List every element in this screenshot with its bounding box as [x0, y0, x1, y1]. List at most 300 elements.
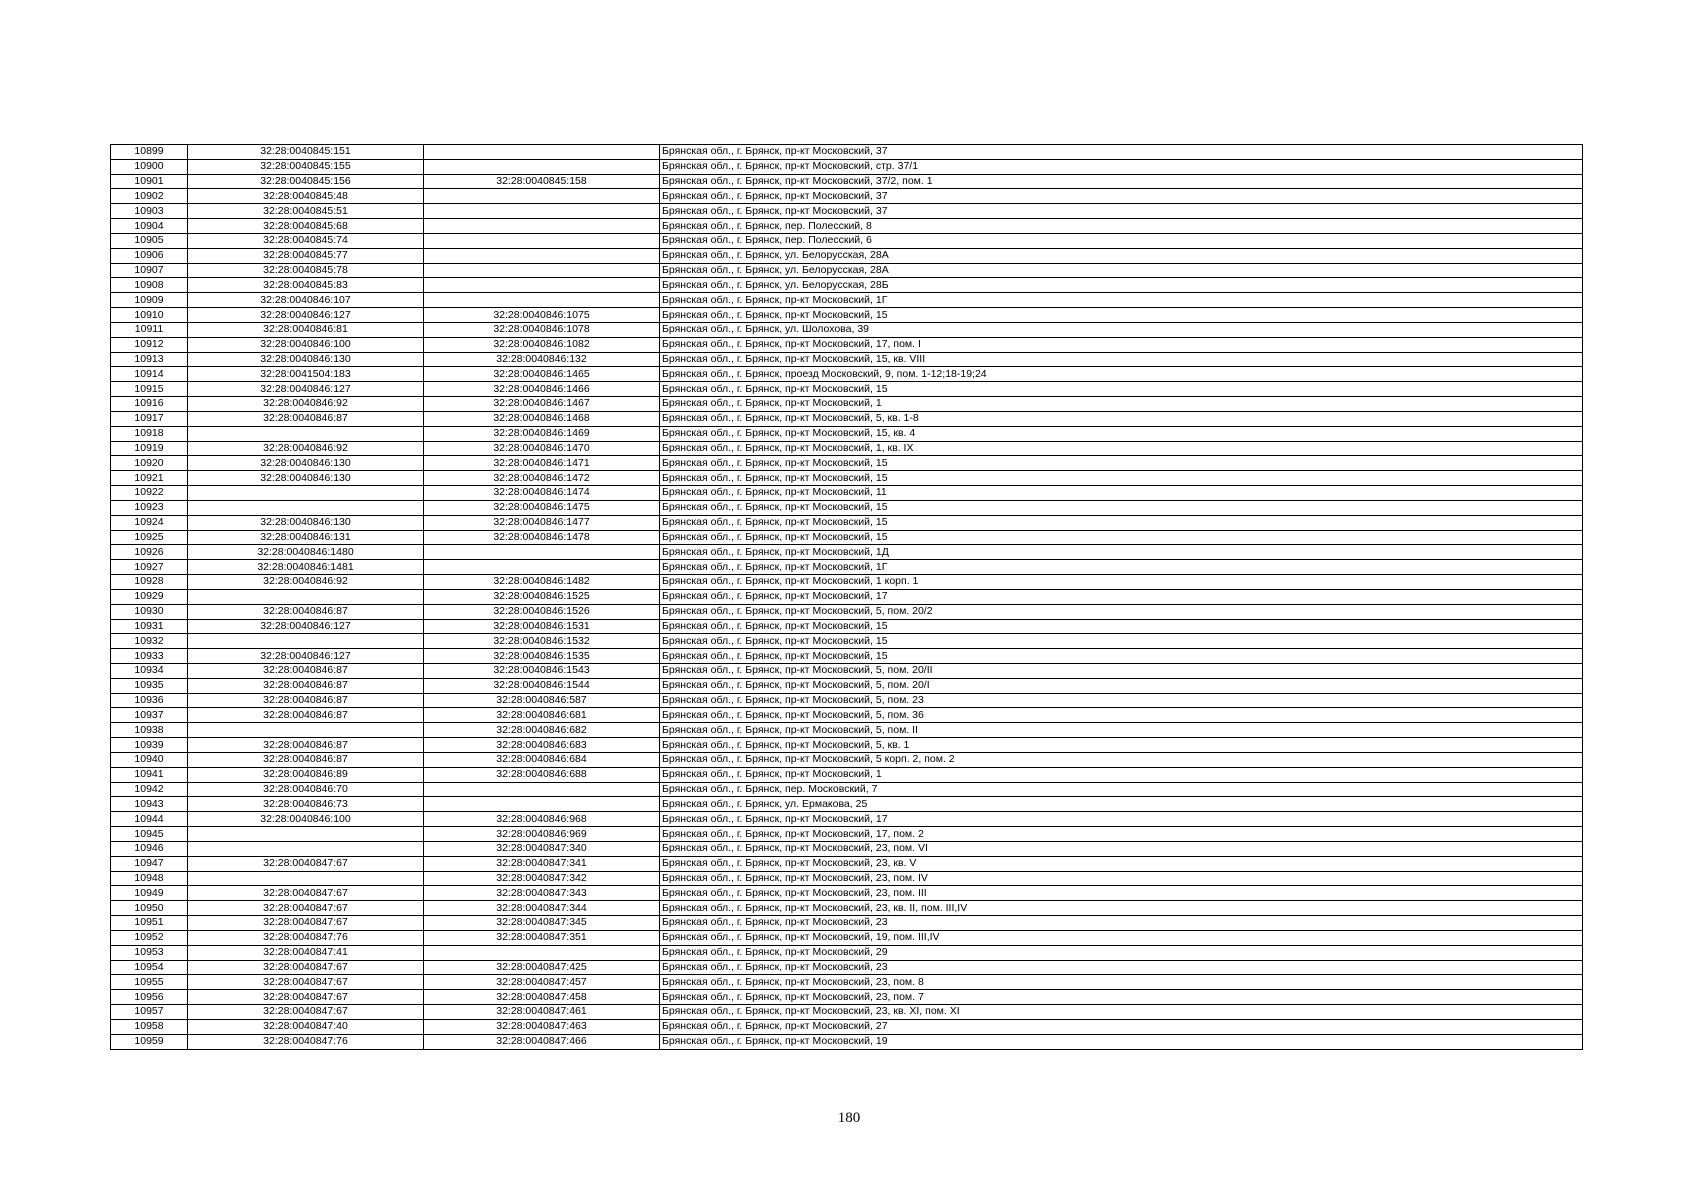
land-cadastral-number-cell: 32:28:0040846:73 [188, 797, 424, 812]
table-row [111, 871, 1583, 886]
address-cell: Брянская обл., г. Брянск, пр-кт Московский, 15 [660, 619, 1583, 634]
table-row [111, 530, 1583, 545]
address-cell: Брянская обл., г. Брянск, пр-кт Московский, 23 [660, 916, 1583, 931]
row-number-cell: 10900 [111, 159, 188, 174]
land-cadastral-number-cell: 32:28:0040845:155 [188, 159, 424, 174]
object-cadastral-number-cell: 32:28:0040846:1469 [424, 426, 660, 441]
table-row [111, 693, 1583, 708]
table-row [111, 619, 1583, 634]
land-cadastral-number-cell: 32:28:0040847:67 [188, 916, 424, 931]
row-number-cell: 10941 [111, 767, 188, 782]
table-row [111, 841, 1583, 856]
table-row [111, 560, 1583, 575]
address-cell: Брянская обл., г. Брянск, пр-кт Московский, 15 [660, 308, 1583, 323]
address-cell: Брянская обл., г. Брянск, пр-кт Московский, 5, пом. II [660, 723, 1583, 738]
address-cell: Брянская обл., г. Брянск, пер. Полесский, 8 [660, 219, 1583, 234]
object-cadastral-number-cell: 32:28:0040846:969 [424, 827, 660, 842]
object-cadastral-number-cell [424, 159, 660, 174]
address-cell: Брянская обл., г. Брянск, пр-кт Московский, 23, кв. V [660, 856, 1583, 871]
address-cell: Брянская обл., г. Брянск, пер. Полесский, 6 [660, 233, 1583, 248]
table-row [111, 426, 1583, 441]
table-row [111, 441, 1583, 456]
land-cadastral-number-cell: 32:28:0040846:100 [188, 337, 424, 352]
table-row [111, 782, 1583, 797]
object-cadastral-number-cell [424, 233, 660, 248]
object-cadastral-number-cell: 32:28:0040846:681 [424, 708, 660, 723]
object-cadastral-number-cell [424, 248, 660, 263]
object-cadastral-number-cell: 32:28:0040846:1482 [424, 575, 660, 590]
land-cadastral-number-cell: 32:28:0040846:87 [188, 411, 424, 426]
object-cadastral-number-cell [424, 293, 660, 308]
row-number-cell: 10942 [111, 782, 188, 797]
row-number-cell: 10940 [111, 752, 188, 767]
address-cell: Брянская обл., г. Брянск, пр-кт Московский, 17 [660, 589, 1583, 604]
land-cadastral-number-cell: 32:28:0040847:67 [188, 901, 424, 916]
row-number-cell: 10929 [111, 589, 188, 604]
address-cell: Брянская обл., г. Брянск, пр-кт Московский, 15 [660, 634, 1583, 649]
address-cell: Брянская обл., г. Брянск, пр-кт Московский, 37 [660, 145, 1583, 160]
object-cadastral-number-cell [424, 278, 660, 293]
row-number-cell: 10918 [111, 426, 188, 441]
object-cadastral-number-cell: 32:28:0040846:1475 [424, 500, 660, 515]
land-cadastral-number-cell: 32:28:0040846:87 [188, 663, 424, 678]
row-number-cell: 10938 [111, 723, 188, 738]
object-cadastral-number-cell [424, 145, 660, 160]
row-number-cell: 10917 [111, 411, 188, 426]
object-cadastral-number-cell: 32:28:0040847:342 [424, 871, 660, 886]
cadastral-table [110, 144, 1583, 1050]
address-cell: Брянская обл., г. Брянск, пр-кт Московский, 19 [660, 1034, 1583, 1049]
land-cadastral-number-cell: 32:28:0040846:127 [188, 619, 424, 634]
row-number-cell: 10956 [111, 990, 188, 1005]
row-number-cell: 10924 [111, 515, 188, 530]
address-cell: Брянская обл., г. Брянск, пр-кт Московский, 1 [660, 767, 1583, 782]
address-cell: Брянская обл., г. Брянск, пр-кт Московский, 23, кв. II, пом. III,IV [660, 901, 1583, 916]
address-cell: Брянская обл., г. Брянск, пр-кт Московский, 23, пом. VI [660, 841, 1583, 856]
land-cadastral-number-cell [188, 723, 424, 738]
address-cell: Брянская обл., г. Брянск, пр-кт Московский, 1Д [660, 545, 1583, 560]
table-row [111, 589, 1583, 604]
land-cadastral-number-cell: 32:28:0040846:130 [188, 471, 424, 486]
table-row [111, 159, 1583, 174]
address-cell: Брянская обл., г. Брянск, пр-кт Московский, 15 [660, 500, 1583, 515]
address-cell: Брянская обл., г. Брянск, пр-кт Московский, 23, пом. III [660, 886, 1583, 901]
table-row [111, 634, 1583, 649]
land-cadastral-number-cell: 32:28:0040846:130 [188, 352, 424, 367]
table-row [111, 797, 1583, 812]
object-cadastral-number-cell: 32:28:0040846:1532 [424, 634, 660, 649]
land-cadastral-number-cell: 32:28:0040846:92 [188, 441, 424, 456]
land-cadastral-number-cell: 32:28:0040846:92 [188, 575, 424, 590]
table-row [111, 945, 1583, 960]
address-cell: Брянская обл., г. Брянск, пр-кт Московский, 5, пом. 20/II [660, 663, 1583, 678]
row-number-cell: 10957 [111, 1005, 188, 1020]
land-cadastral-number-cell: 32:28:0040847:76 [188, 1034, 424, 1049]
object-cadastral-number-cell: 32:28:0040846:1468 [424, 411, 660, 426]
table-row [111, 367, 1583, 382]
object-cadastral-number-cell: 32:28:0040847:343 [424, 886, 660, 901]
row-number-cell: 10923 [111, 500, 188, 515]
table-row [111, 189, 1583, 204]
land-cadastral-number-cell: 32:28:0040846:127 [188, 649, 424, 664]
address-cell: Брянская обл., г. Брянск, ул. Белорусская, 28Б [660, 278, 1583, 293]
object-cadastral-number-cell [424, 560, 660, 575]
object-cadastral-number-cell: 32:28:0040847:457 [424, 975, 660, 990]
table-row [111, 500, 1583, 515]
address-cell: Брянская обл., г. Брянск, пр-кт Московский, 17, пом. 2 [660, 827, 1583, 842]
land-cadastral-number-cell: 32:28:0040846:1480 [188, 545, 424, 560]
land-cadastral-number-cell: 32:28:0040846:130 [188, 456, 424, 471]
land-cadastral-number-cell: 32:28:0040846:130 [188, 515, 424, 530]
table-row [111, 767, 1583, 782]
land-cadastral-number-cell: 32:28:0040847:67 [188, 856, 424, 871]
land-cadastral-number-cell: 32:28:0040846:87 [188, 604, 424, 619]
row-number-cell: 10912 [111, 337, 188, 352]
address-cell: Брянская обл., г. Брянск, пр-кт Московский, 11 [660, 486, 1583, 501]
land-cadastral-number-cell: 32:28:0040846:70 [188, 782, 424, 797]
object-cadastral-number-cell: 32:28:0040846:587 [424, 693, 660, 708]
land-cadastral-number-cell: 32:28:0040846:87 [188, 678, 424, 693]
table-row [111, 752, 1583, 767]
object-cadastral-number-cell [424, 204, 660, 219]
table-row [111, 901, 1583, 916]
row-number-cell: 10909 [111, 293, 188, 308]
address-cell: Брянская обл., г. Брянск, пр-кт Московский, 1 [660, 397, 1583, 412]
row-number-cell: 10937 [111, 708, 188, 723]
row-number-cell: 10926 [111, 545, 188, 560]
land-cadastral-number-cell: 32:28:0040847:76 [188, 930, 424, 945]
page-number: 180 [837, 1110, 861, 1126]
address-cell: Брянская обл., г. Брянск, пр-кт Московский, 1 корп. 1 [660, 575, 1583, 590]
object-cadastral-number-cell: 32:28:0040845:158 [424, 174, 660, 189]
object-cadastral-number-cell: 32:28:0040846:1465 [424, 367, 660, 382]
land-cadastral-number-cell: 32:28:0040845:74 [188, 233, 424, 248]
row-number-cell: 10952 [111, 930, 188, 945]
row-number-cell: 10927 [111, 560, 188, 575]
table-row [111, 827, 1583, 842]
address-cell: Брянская обл., г. Брянск, пр-кт Московский, 23, кв. XI, пом. XI [660, 1005, 1583, 1020]
address-cell: Брянская обл., г. Брянск, пр-кт Московский, 15 [660, 649, 1583, 664]
object-cadastral-number-cell [424, 545, 660, 560]
address-cell: Брянская обл., г. Брянск, пр-кт Московский, стр. 37/1 [660, 159, 1583, 174]
land-cadastral-number-cell: 32:28:0040846:127 [188, 308, 424, 323]
land-cadastral-number-cell [188, 841, 424, 856]
address-cell: Брянская обл., г. Брянск, ул. Белорусская, 28А [660, 263, 1583, 278]
address-cell: Брянская обл., г. Брянск, пр-кт Московский, 19, пом. III,IV [660, 930, 1583, 945]
row-number-cell: 10933 [111, 649, 188, 664]
row-number-cell: 10930 [111, 604, 188, 619]
row-number-cell: 10904 [111, 219, 188, 234]
table-row [111, 411, 1583, 426]
object-cadastral-number-cell: 32:28:0040846:1477 [424, 515, 660, 530]
table-row [111, 575, 1583, 590]
object-cadastral-number-cell: 32:28:0040847:425 [424, 960, 660, 975]
object-cadastral-number-cell: 32:28:0040846:1471 [424, 456, 660, 471]
address-cell: Брянская обл., г. Брянск, пр-кт Московский, 15, кв. VIII [660, 352, 1583, 367]
row-number-cell: 10944 [111, 812, 188, 827]
address-cell: Брянская обл., г. Брянск, пр-кт Московский, 23, пом. 8 [660, 975, 1583, 990]
table-row [111, 456, 1583, 471]
row-number-cell: 10943 [111, 797, 188, 812]
object-cadastral-number-cell [424, 263, 660, 278]
table-row [111, 678, 1583, 693]
land-cadastral-number-cell: 32:28:0040846:131 [188, 530, 424, 545]
land-cadastral-number-cell: 32:28:0040847:67 [188, 975, 424, 990]
table-row [111, 960, 1583, 975]
address-cell: Брянская обл., г. Брянск, пр-кт Московский, 5, пом. 20/I [660, 678, 1583, 693]
land-cadastral-number-cell: 32:28:0040846:87 [188, 752, 424, 767]
row-number-cell: 10928 [111, 575, 188, 590]
row-number-cell: 10911 [111, 322, 188, 337]
object-cadastral-number-cell: 32:28:0040846:1467 [424, 397, 660, 412]
row-number-cell: 10946 [111, 841, 188, 856]
land-cadastral-number-cell: 32:28:0040846:107 [188, 293, 424, 308]
land-cadastral-number-cell: 32:28:0040847:41 [188, 945, 424, 960]
object-cadastral-number-cell: 32:28:0040846:682 [424, 723, 660, 738]
land-cadastral-number-cell: 32:28:0040845:78 [188, 263, 424, 278]
table-row [111, 322, 1583, 337]
table-row [111, 233, 1583, 248]
object-cadastral-number-cell [424, 782, 660, 797]
object-cadastral-number-cell: 32:28:0040847:344 [424, 901, 660, 916]
address-cell: Брянская обл., г. Брянск, пр-кт Московский, 15 [660, 382, 1583, 397]
land-cadastral-number-cell: 32:28:0040847:67 [188, 886, 424, 901]
table-row [111, 930, 1583, 945]
land-cadastral-number-cell: 32:28:0041504:183 [188, 367, 424, 382]
table-row [111, 248, 1583, 263]
land-cadastral-number-cell: 32:28:0040846:87 [188, 708, 424, 723]
table-row [111, 1019, 1583, 1034]
address-cell: Брянская обл., г. Брянск, пр-кт Московский, 15 [660, 530, 1583, 545]
row-number-cell: 10919 [111, 441, 188, 456]
land-cadastral-number-cell: 32:28:0040846:87 [188, 738, 424, 753]
table-row [111, 145, 1583, 160]
object-cadastral-number-cell: 32:28:0040846:1474 [424, 486, 660, 501]
row-number-cell: 10913 [111, 352, 188, 367]
table-row [111, 352, 1583, 367]
address-cell: Брянская обл., г. Брянск, пр-кт Московский, 17 [660, 812, 1583, 827]
address-cell: Брянская обл., г. Брянск, пр-кт Московский, 15 [660, 456, 1583, 471]
object-cadastral-number-cell: 32:28:0040846:1535 [424, 649, 660, 664]
land-cadastral-number-cell: 32:28:0040847:67 [188, 1005, 424, 1020]
object-cadastral-number-cell: 32:28:0040846:132 [424, 352, 660, 367]
table-row [111, 293, 1583, 308]
table-body [111, 145, 1583, 1050]
table-row [111, 397, 1583, 412]
object-cadastral-number-cell: 32:28:0040847:345 [424, 916, 660, 931]
row-number-cell: 10914 [111, 367, 188, 382]
object-cadastral-number-cell: 32:28:0040846:1544 [424, 678, 660, 693]
address-cell: Брянская обл., г. Брянск, пр-кт Московский, 37 [660, 204, 1583, 219]
land-cadastral-number-cell: 32:28:0040846:89 [188, 767, 424, 782]
land-cadastral-number-cell: 32:28:0040846:127 [188, 382, 424, 397]
object-cadastral-number-cell: 32:28:0040846:683 [424, 738, 660, 753]
object-cadastral-number-cell: 32:28:0040847:341 [424, 856, 660, 871]
row-number-cell: 10903 [111, 204, 188, 219]
object-cadastral-number-cell: 32:28:0040846:1525 [424, 589, 660, 604]
address-cell: Брянская обл., г. Брянск, ул. Белорусская, 28А [660, 248, 1583, 263]
row-number-cell: 10920 [111, 456, 188, 471]
object-cadastral-number-cell: 32:28:0040846:1082 [424, 337, 660, 352]
table-row [111, 471, 1583, 486]
address-cell: Брянская обл., г. Брянск, пр-кт Московский, 37 [660, 189, 1583, 204]
table-row [111, 174, 1583, 189]
row-number-cell: 10945 [111, 827, 188, 842]
address-cell: Брянская обл., г. Брянск, пр-кт Московский, 29 [660, 945, 1583, 960]
row-number-cell: 10901 [111, 174, 188, 189]
object-cadastral-number-cell: 32:28:0040846:1078 [424, 322, 660, 337]
address-cell: Брянская обл., г. Брянск, пр-кт Московский, 1, кв. IX [660, 441, 1583, 456]
row-number-cell: 10925 [111, 530, 188, 545]
table-row [111, 382, 1583, 397]
object-cadastral-number-cell [424, 797, 660, 812]
row-number-cell: 10921 [111, 471, 188, 486]
land-cadastral-number-cell: 32:28:0040845:151 [188, 145, 424, 160]
address-cell: Брянская обл., г. Брянск, пр-кт Московский, 5, пом. 36 [660, 708, 1583, 723]
address-cell: Брянская обл., г. Брянск, пер. Московский, 7 [660, 782, 1583, 797]
row-number-cell: 10922 [111, 486, 188, 501]
table-row [111, 916, 1583, 931]
land-cadastral-number-cell: 32:28:0040845:77 [188, 248, 424, 263]
address-cell: Брянская обл., г. Брянск, пр-кт Московский, 5, кв. 1 [660, 738, 1583, 753]
table-row [111, 649, 1583, 664]
object-cadastral-number-cell: 32:28:0040847:461 [424, 1005, 660, 1020]
row-number-cell: 10907 [111, 263, 188, 278]
land-cadastral-number-cell [188, 871, 424, 886]
table-row [111, 204, 1583, 219]
row-number-cell: 10915 [111, 382, 188, 397]
object-cadastral-number-cell: 32:28:0040846:1075 [424, 308, 660, 323]
table-row [111, 723, 1583, 738]
object-cadastral-number-cell: 32:28:0040846:1470 [424, 441, 660, 456]
row-number-cell: 10953 [111, 945, 188, 960]
table-row [111, 486, 1583, 501]
address-cell: Брянская обл., г. Брянск, пр-кт Московский, 1Г [660, 293, 1583, 308]
table-row [111, 812, 1583, 827]
address-cell: Брянская обл., г. Брянск, пр-кт Московский, 1Г [660, 560, 1583, 575]
row-number-cell: 10950 [111, 901, 188, 916]
address-cell: Брянская обл., г. Брянск, проезд Московский, 9, пом. 1-12;18-19;24 [660, 367, 1583, 382]
row-number-cell: 10899 [111, 145, 188, 160]
row-number-cell: 10959 [111, 1034, 188, 1049]
row-number-cell: 10947 [111, 856, 188, 871]
table-row [111, 708, 1583, 723]
land-cadastral-number-cell [188, 589, 424, 604]
table-row [111, 545, 1583, 560]
address-cell: Брянская обл., г. Брянск, пр-кт Московский, 5, кв. 1-8 [660, 411, 1583, 426]
land-cadastral-number-cell [188, 827, 424, 842]
object-cadastral-number-cell [424, 219, 660, 234]
address-cell: Брянская обл., г. Брянск, ул. Шолохова, 39 [660, 322, 1583, 337]
object-cadastral-number-cell: 32:28:0040847:466 [424, 1034, 660, 1049]
object-cadastral-number-cell: 32:28:0040847:351 [424, 930, 660, 945]
land-cadastral-number-cell: 32:28:0040845:51 [188, 204, 424, 219]
land-cadastral-number-cell: 32:28:0040846:100 [188, 812, 424, 827]
table-row [111, 337, 1583, 352]
table-row [111, 308, 1583, 323]
address-cell: Брянская обл., г. Брянск, пр-кт Московский, 23 [660, 960, 1583, 975]
table-row [111, 886, 1583, 901]
row-number-cell: 10910 [111, 308, 188, 323]
land-cadastral-number-cell: 32:28:0040845:156 [188, 174, 424, 189]
object-cadastral-number-cell: 32:28:0040846:688 [424, 767, 660, 782]
table-row [111, 1034, 1583, 1049]
land-cadastral-number-cell: 32:28:0040845:68 [188, 219, 424, 234]
land-cadastral-number-cell: 32:28:0040846:81 [188, 322, 424, 337]
address-cell: Брянская обл., г. Брянск, пр-кт Московский, 17, пом. I [660, 337, 1583, 352]
address-cell: Брянская обл., г. Брянск, пр-кт Московский, 37/2, пом. 1 [660, 174, 1583, 189]
table-row [111, 278, 1583, 293]
row-number-cell: 10934 [111, 663, 188, 678]
land-cadastral-number-cell [188, 426, 424, 441]
address-cell: Брянская обл., г. Брянск, ул. Ермакова, 25 [660, 797, 1583, 812]
row-number-cell: 10955 [111, 975, 188, 990]
land-cadastral-number-cell: 32:28:0040847:40 [188, 1019, 424, 1034]
table-row [111, 856, 1583, 871]
land-cadastral-number-cell [188, 500, 424, 515]
land-cadastral-number-cell [188, 486, 424, 501]
row-number-cell: 10932 [111, 634, 188, 649]
row-number-cell: 10939 [111, 738, 188, 753]
object-cadastral-number-cell: 32:28:0040846:1531 [424, 619, 660, 634]
row-number-cell: 10936 [111, 693, 188, 708]
table-row [111, 604, 1583, 619]
row-number-cell: 10908 [111, 278, 188, 293]
row-number-cell: 10916 [111, 397, 188, 412]
address-cell: Брянская обл., г. Брянск, пр-кт Московский, 5 корп. 2, пом. 2 [660, 752, 1583, 767]
land-cadastral-number-cell [188, 634, 424, 649]
object-cadastral-number-cell: 32:28:0040846:1466 [424, 382, 660, 397]
land-cadastral-number-cell: 32:28:0040846:92 [188, 397, 424, 412]
address-cell: Брянская обл., г. Брянск, пр-кт Московский, 23, пом. IV [660, 871, 1583, 886]
row-number-cell: 10935 [111, 678, 188, 693]
land-cadastral-number-cell: 32:28:0040846:87 [188, 693, 424, 708]
row-number-cell: 10958 [111, 1019, 188, 1034]
address-cell: Брянская обл., г. Брянск, пр-кт Московский, 15, кв. 4 [660, 426, 1583, 441]
row-number-cell: 10906 [111, 248, 188, 263]
row-number-cell: 10951 [111, 916, 188, 931]
row-number-cell: 10905 [111, 233, 188, 248]
object-cadastral-number-cell: 32:28:0040847:458 [424, 990, 660, 1005]
land-cadastral-number-cell: 32:28:0040847:67 [188, 990, 424, 1005]
land-cadastral-number-cell: 32:28:0040845:48 [188, 189, 424, 204]
table-row [111, 990, 1583, 1005]
address-cell: Брянская обл., г. Брянск, пр-кт Московский, 23, пом. 7 [660, 990, 1583, 1005]
land-cadastral-number-cell: 32:28:0040847:67 [188, 960, 424, 975]
table-row [111, 515, 1583, 530]
table-row [111, 738, 1583, 753]
table-row [111, 1005, 1583, 1020]
row-number-cell: 10948 [111, 871, 188, 886]
land-cadastral-number-cell: 32:28:0040845:83 [188, 278, 424, 293]
object-cadastral-number-cell: 32:28:0040846:1543 [424, 663, 660, 678]
object-cadastral-number-cell: 32:28:0040846:968 [424, 812, 660, 827]
object-cadastral-number-cell: 32:28:0040846:1478 [424, 530, 660, 545]
object-cadastral-number-cell: 32:28:0040846:1526 [424, 604, 660, 619]
address-cell: Брянская обл., г. Брянск, пр-кт Московский, 15 [660, 471, 1583, 486]
row-number-cell: 10954 [111, 960, 188, 975]
row-number-cell: 10949 [111, 886, 188, 901]
object-cadastral-number-cell: 32:28:0040847:463 [424, 1019, 660, 1034]
object-cadastral-number-cell: 32:28:0040846:1472 [424, 471, 660, 486]
table-row [111, 263, 1583, 278]
object-cadastral-number-cell: 32:28:0040847:340 [424, 841, 660, 856]
object-cadastral-number-cell [424, 945, 660, 960]
table-row [111, 975, 1583, 990]
object-cadastral-number-cell: 32:28:0040846:684 [424, 752, 660, 767]
address-cell: Брянская обл., г. Брянск, пр-кт Московский, 15 [660, 515, 1583, 530]
row-number-cell: 10902 [111, 189, 188, 204]
